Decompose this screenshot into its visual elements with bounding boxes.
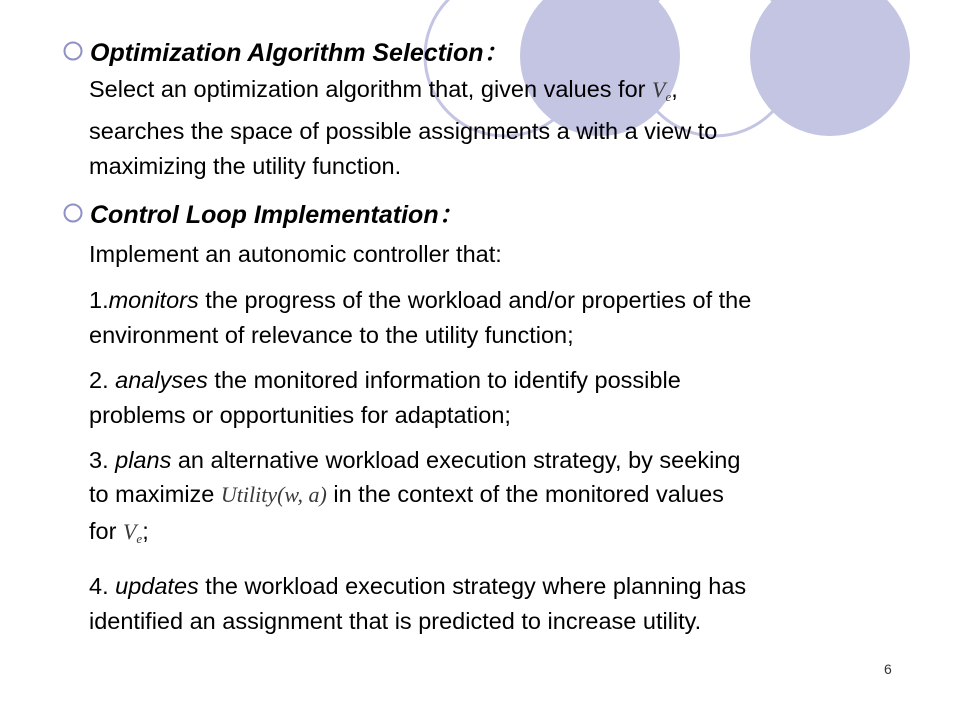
paragraph-line: searches the space of possible assignments a with a view to [89, 118, 718, 144]
bullet-optimization-selection [62, 33, 509, 69]
section-heading: Control Loop Implementation： [90, 201, 464, 229]
math-expression: Utility(w, a) [220, 482, 327, 507]
text-segment: ; [142, 518, 149, 544]
step-verb: plans [115, 447, 172, 473]
text-segment: an alternative workload execution strategy, by seeking [171, 447, 741, 473]
paragraph-line: environment of relevance to the utility function; [89, 322, 574, 348]
step-monitors [89, 283, 949, 353]
bullet-control-loop [62, 195, 464, 231]
paragraph-line [89, 363, 949, 398]
math-variable [652, 77, 671, 102]
step-verb: updates [115, 573, 199, 599]
paragraph-line [89, 443, 949, 478]
ring-bullet-icon [62, 40, 84, 62]
paragraph-line [89, 283, 949, 318]
step-verb: monitors [108, 287, 199, 313]
text-segment: for [89, 518, 123, 544]
text-segment: in the context of the monitored values [326, 481, 724, 507]
text-segment: to maximize [89, 481, 221, 507]
control-loop-intro [89, 237, 949, 272]
text-segment: , [671, 76, 678, 102]
ring-bullet-icon [62, 202, 84, 224]
section-heading: Optimization Algorithm Selection： [90, 39, 509, 67]
math-subscript: e [136, 531, 143, 546]
math-symbol: V [652, 77, 666, 102]
paragraph-line [89, 511, 949, 559]
step-updates [89, 569, 949, 639]
paragraph-line: Implement an autonomic controller that: [89, 241, 502, 267]
text-segment: the monitored information to identify possible [207, 367, 681, 393]
paragraph-line: maximizing the utility function. [89, 153, 402, 179]
step-analyses [89, 363, 949, 433]
paragraph-line [89, 478, 949, 511]
step-verb: analyses [115, 367, 208, 393]
step-number: 1. [89, 287, 109, 313]
math-subscript: e [665, 89, 672, 104]
text-segment: the progress of the workload and/or properties of the [198, 287, 752, 313]
paragraph-line [89, 569, 949, 604]
step-number: 2. [89, 367, 116, 393]
optimization-description [89, 72, 949, 184]
step-number: 4. [89, 573, 116, 599]
step-number: 3. [89, 447, 116, 473]
text-segment: Select an optimization algorithm that, given values for [89, 76, 652, 102]
step-plans [89, 443, 949, 559]
paragraph-line: problems or opportunities for adaptation; [89, 402, 511, 428]
math-variable [123, 519, 142, 544]
text-segment: the workload execution strategy where planning has [198, 573, 747, 599]
math-symbol: V [122, 519, 137, 544]
paragraph-line [89, 72, 949, 114]
paragraph-line: identified an assignment that is predicted to increase utility. [89, 608, 702, 634]
page-number: 6 [884, 661, 892, 677]
